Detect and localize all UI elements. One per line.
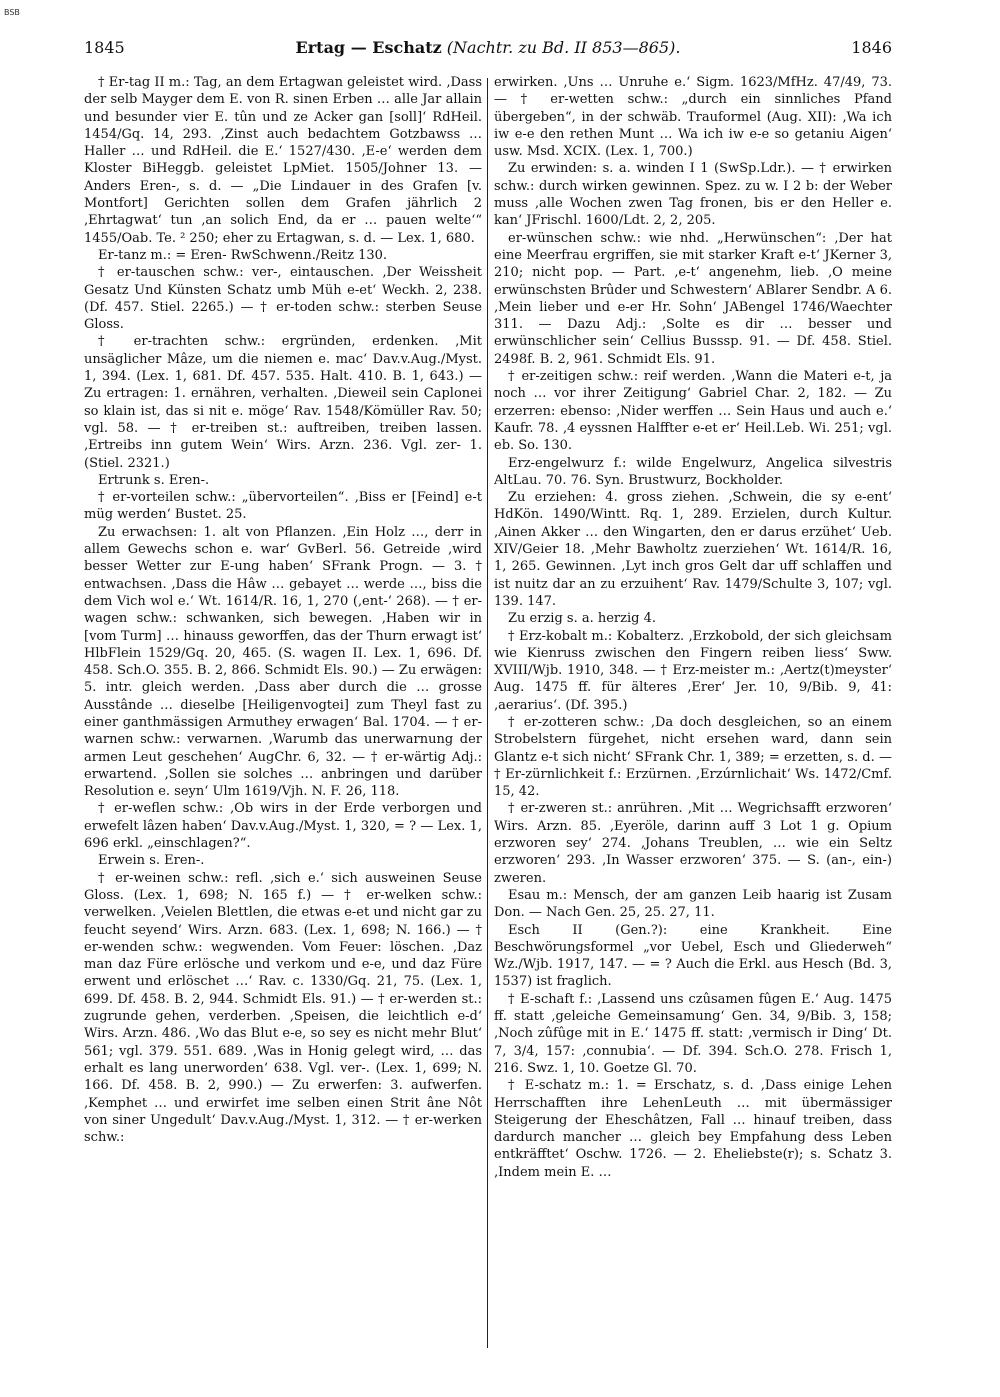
right-column bbox=[494, 74, 892, 1374]
dictionary-entry: † er-weflen schw.: ‚Ob wirs in der Erde verborgen und erwefelt lâzen haben‘ Dav.v.Aug./Myst. 1, 320, = ? — Lex. 1, 696 erkl. „einschlagen?“. bbox=[84, 801, 482, 852]
dictionary-entry: † Er-tag II m.: Tag, an dem Ertagwan geleistet wird. ‚Dass der selb Mayger dem E. von R. sinen Erben … alle Jar allain und besunder vier E. tûn und ze Acker gan [soll]‘ RdHeil. 1454/Gq. 14, 293. ‚Zinst auch bedachtem Gotzbawss … Haller … und RdHeil. die E.‘ 1527/430. ‚E-e‘ werden dem Kloster BiHeggb. geleistet LpMiet. 1505/Johner 13. — Anders Eren-, s. d. — „Die Lindauer in des Grafen [v. Montfort] Gerichten sollen dem Grafen jährlich 2 ‚Ehrtagwat‘ tun ‚an solich End, da er … pauen welte‘“ 1455/Oab. Te. ² 250; eher zu Ertagwan, s. d. — Lex. 1, 680. bbox=[84, 75, 482, 246]
dictionary-entry: Erwein s. Eren-. bbox=[98, 853, 205, 869]
library-stamp: BSB bbox=[4, 8, 20, 17]
dictionary-entry: Esch II (Gen.?): eine Krankheit. Eine Beschwörungsformel „vor Uebel, Esch und Gliederweh“ Wz./Wjb. 1917, 147. — = ? Auch die Erkl. aus Hesch (Bd. 3, 1537) ist fraglich. bbox=[494, 922, 892, 990]
dictionary-entry: † E-schatz m.: 1. = Erschatz, s. d. ‚Dass einige Lehen Herrschafften ihre LehenLeuth … mit übermässiger Steigerung der Eheschâtzen, Fall … hinauf treiben, dass dardurch mancher … gleich bey Empfahung dess Leben entkräfftet‘ Oschw. 1726. — 2. Eheliebste(r); s. Schatz 3. ‚Indem mein E. … bbox=[494, 1078, 892, 1180]
dictionary-entry: † er-zweren st.: anrühren. ‚Mit … Wegrichsafft erzworen‘ Wirs. Arzn. 85. ‚Eyeröle, darinn auff 3 Lot 1 g. Opium erzworen sey‘ 274. ‚Johans Treublen, … wie ein Seltz erzworen‘ 293. ‚In Wasser erzworen‘ 375. — S. (an-, ein-) zweren. bbox=[494, 801, 892, 886]
right-column-number: 1846 bbox=[851, 38, 892, 57]
left-column bbox=[84, 74, 482, 1374]
dictionary-entry: Zu erwinden: s. a. winden I 1 (SwSp.Ldr.). — † erwirken schw.: durch wirken gewinnen. Spez. zu w. I 2 b: der Weber muss ‚alle Wochen zwen Tag fronen, bis er den Heller e. kan‘ JFrischl. 1600/Ldt. 2, 2, 205. bbox=[494, 161, 892, 229]
running-title bbox=[84, 38, 892, 57]
column-divider bbox=[487, 78, 488, 1348]
page-header bbox=[84, 38, 892, 64]
dictionary-entry: † er-tauschen schw.: ver-, eintauschen. ‚Der Weissheit Gesatz Und Künsten Schatz umb Müh e-et‘ Weckh. 2, 238. (Df. 457. Stiel. 2265.) — † er-toden schw.: sterben Seuse Gloss. bbox=[84, 265, 482, 333]
left-column-number: 1845 bbox=[84, 38, 125, 57]
dictionary-entry: Erz-engelwurz f.: wilde Engelwurz, Angelica silvestris AltLau. 70. 76. Syn. Brustwurz, Bockholder. bbox=[494, 455, 892, 488]
dictionary-entry: Esau m.: Mensch, der am ganzen Leib haarig ist Zusam Don. — Nach Gen. 25, 25. 27, 11. bbox=[494, 887, 892, 921]
dictionary-entry: † er-vorteilen schw.: „übervorteilen“. ‚Biss er [Feind] e-t müg werden‘ Bustet. 25. bbox=[84, 490, 482, 523]
lemma-range: Ertag — Eschatz bbox=[295, 38, 442, 57]
dictionary-entry-continued: erwirken. ‚Uns … Unruhe e.‘ Sigm. 1623/MfHz. 47/49, 73. — † er-wetten schw.: „durch ein sinnliches Pfand übergeben“, in der schwäb. Trauformel (Aug. XII): ‚Wa ich iw e-e den rethen Munt … Wa ich iw e-e so getaniu Aigen‘ usw. Msd. XCIX. (Lex. 1, 700.) bbox=[494, 75, 892, 160]
dictionary-entry: Zu erziehen: 4. gross ziehen. ‚Schwein, die sy e-ent‘ HdKön. 1490/Wintt. Rq. 1, 289. Erzielen, durch Kultur. ‚Ainen Akker … den Wingarten, den er darus erzühet‘ Ueb. XIV/Geier 18. ‚Mehr Bawholtz zuerziehen‘ Wt. 1614/R. 16, 1, 265. Gewinnen. ‚Lyt inch gros Gelt dar uff schlaffen und ist nuitz dar an zu erzuihent‘ Rav. 1479/Schulte 3, 107; vgl. 139. 147. bbox=[494, 490, 892, 609]
dictionary-entry: † Erz-kobalt m.: Kobalterz. ‚Erzkobold, der sich gleichsam wie Kienruss zwischen den Fingern reiben liess‘ Sww. XVIII/Wjb. 1910, 348. — † Erz-meister m.: ‚Aertz(t)meyster‘ Aug. 1475 ff. für älteres ‚Erer‘ Jer. 10, 9/Bib. 9, 41: ‚aerarius‘. (Df. 395.) bbox=[494, 628, 892, 713]
dictionary-entry: † er-trachten schw.: ergründen, erdenken. ‚Mit unsäglicher Mâze, um die niemen e. mac‘ Dav.v.Aug./Myst. 1, 394. (Lex. 1, 681. Df. 457. 535. Halt. 410. B. 1, 643.) — Zu ertragen: 1. ernähren, verhalten. ‚Dieweil sein Caplonei so klain ist, das si nit e. möge‘ Rav. 1548/Kömüller Rav. 50; vgl. 58. — † er-treiben st.: auftreiben, treiben lassen. ‚Ertreibs inn gutem Wein‘ Wirs. Arzn. 236. Vgl. zer- 1. (Stiel. 2321.) bbox=[84, 334, 482, 471]
supplement-note: (Nachtr. zu Bd. II 853—865). bbox=[446, 38, 681, 57]
dictionary-entry: Zu erwachsen: 1. alt von Pflanzen. ‚Ein Holz …, derr in allem Gewechs schon e. war‘ GvBerl. 56. Getreide ‚wird besser Wetter zur E-ung haben‘ SFrank Progn. — 3. † entwachsen. ‚Dass die Hâw … gebayet … werde …, biss die dem Vich wol e.‘ Wt. 1614/R. 16, 1, 270 (‚ent-‘ 268). — † er-wagen schw.: schwanken, sich bewegen. ‚Haben wir in [vom Turm] … hinauss geworffen, das der Thurn erwagt ist‘ HlbFlein 1529/Gq. 20, 465. (S. wagen II. Lex. 1, 696. Df. 458. Sch.O. 355. B. 2, 866. Schmidt Els. 90.) — Zu erwägen: 5. intr. gleich werden. ‚Dass aber durch die … grosse Ausstânde … dieselbe [Heiligenvogtei] zum Theyl fast zu einer ganthmässigen Armuthey erwagen‘ Bal. 1704. — † er-warnen schw.: verwarnen. ‚Warumb das unerwarnung der armen Leut geschehen‘ AugChr. 6, 32. — † er-wärtig Adj.: erwartend. ‚Sollen sie solches … anbringen und darüber Resolution e. seyn‘ Ulm 1619/Vjh. N. F. 26, 118. bbox=[84, 524, 482, 800]
dictionary-entry: Er-tanz m.: = Eren- RwSchwenn./Reitz 130. bbox=[98, 247, 388, 263]
dictionary-entry: † er-zeitigen schw.: reif werden. ‚Wann die Materi e-t, ja noch … vor ihrer Zeitigung‘ Gabriel Char. 2, 182. — Zu erzerren: ebenso: ‚Nider werffen … Sein Haus und auch e.‘ Kaufr. 78. ‚4 eyssnen Halffter e-et er‘ Heil.Leb. Wi. 251; vgl. eb. So. 130. bbox=[494, 369, 892, 454]
dictionary-entry: † er-weinen schw.: refl. ‚sich e.‘ sich ausweinen Seuse Gloss. (Lex. 1, 698; N. 165 f.) — † er-welken schw.: verwelken. ‚Veielen Blettlen, die etwas e-et und nicht gar zu feucht seyend‘ Wirs. Arzn. 683. (Lex. 1, 698; N. 166.) — † er-wenden schw.: wegwenden. Vom Feuer: löschen. ‚Daz man daz Füre erlösche und verkom und e-e, und daz Füre erwent und erlöschet …‘ Rav. c. 1330/Gq. 21, 75. (Lex. 1, 699. Df. 458. B. 2, 944. Schmidt Els. 91.) — † er-werden st.: zugrunde gehen, verderben. ‚Speisen, die leichtlich e-d‘ Wirs. Arzn. 486. ‚Wo das Blut e-e, so sey es nicht mehr Blut‘ 561; vgl. 379. 551. 689. ‚Was in Honig gelegt wird, … das erhalt es lang unerworden‘ 638. Vgl. ver-. (Lex. 1, 699; N. 166. Df. 458. B. 2, 990.) — Zu erwerfen: 3. aufwerfen. ‚Kemphet … und erwirfet ime selben einen Strit âne Nôt von siner Ungedult‘ Dav.v.Aug./Myst. 1, 312. — † er-werken schw.: bbox=[84, 870, 482, 1146]
dictionary-entry: Ertrunk s. Eren-. bbox=[98, 472, 210, 488]
dictionary-entry: † er-zotteren schw.: ‚Da doch desgleichen, so an einem Strobelstern fürgehet, nicht ersehen ward, dann sein Glantz e-t sich nicht‘ SFrank Chr. 1, 389; = erzetten, s. d. — † Er-zürnlichkeit f.: Erzürnen. ‚Erzúrnlichait‘ Ws. 1472/Cmf. 15, 42. bbox=[494, 714, 892, 800]
dictionary-entry: † E-schaft f.: ‚Lassend uns czûsamen fûgen E.‘ Aug. 1475 ff. statt ‚geleiche Gemeinsamung‘ Gen. 34, 9/Bib. 3, 158; ‚Noch zûfûge mit in E.‘ 1475 ff. statt: ‚vermisch ir Ding‘ Dt. 7, 3/4, 157: ‚connubia‘. — Df. 394. Sch.O. 278. Frisch 1, 216. Swz. 1, 10. Goetze Gl. 70. bbox=[494, 991, 892, 1076]
dictionary-entry: Zu erzig s. a. herzig 4. bbox=[508, 611, 657, 627]
dictionary-entry: er-wünschen schw.: wie nhd. „Herwünschen“: ‚Der hat eine Meerfrau ergriffen, sie mit starker Kraft e-t‘ JKerner 3, 210; nicht pop. — Part. ‚e-t‘ angenehm, lieb. ‚O meine erwünschsten Brûder und Schwestern‘ ABlarer Sendbr. A 6. ‚Mein lieber und e-er Hr. Sohn‘ JABengel 1746/Waechter 311. — Dazu Adj.: ‚Solte es dir … besser und erwünschlicher sein‘ Cellius Busssp. 91. — Df. 458. Stiel. 2498f. B. 2, 961. Schmidt Els. 91. bbox=[494, 230, 892, 367]
